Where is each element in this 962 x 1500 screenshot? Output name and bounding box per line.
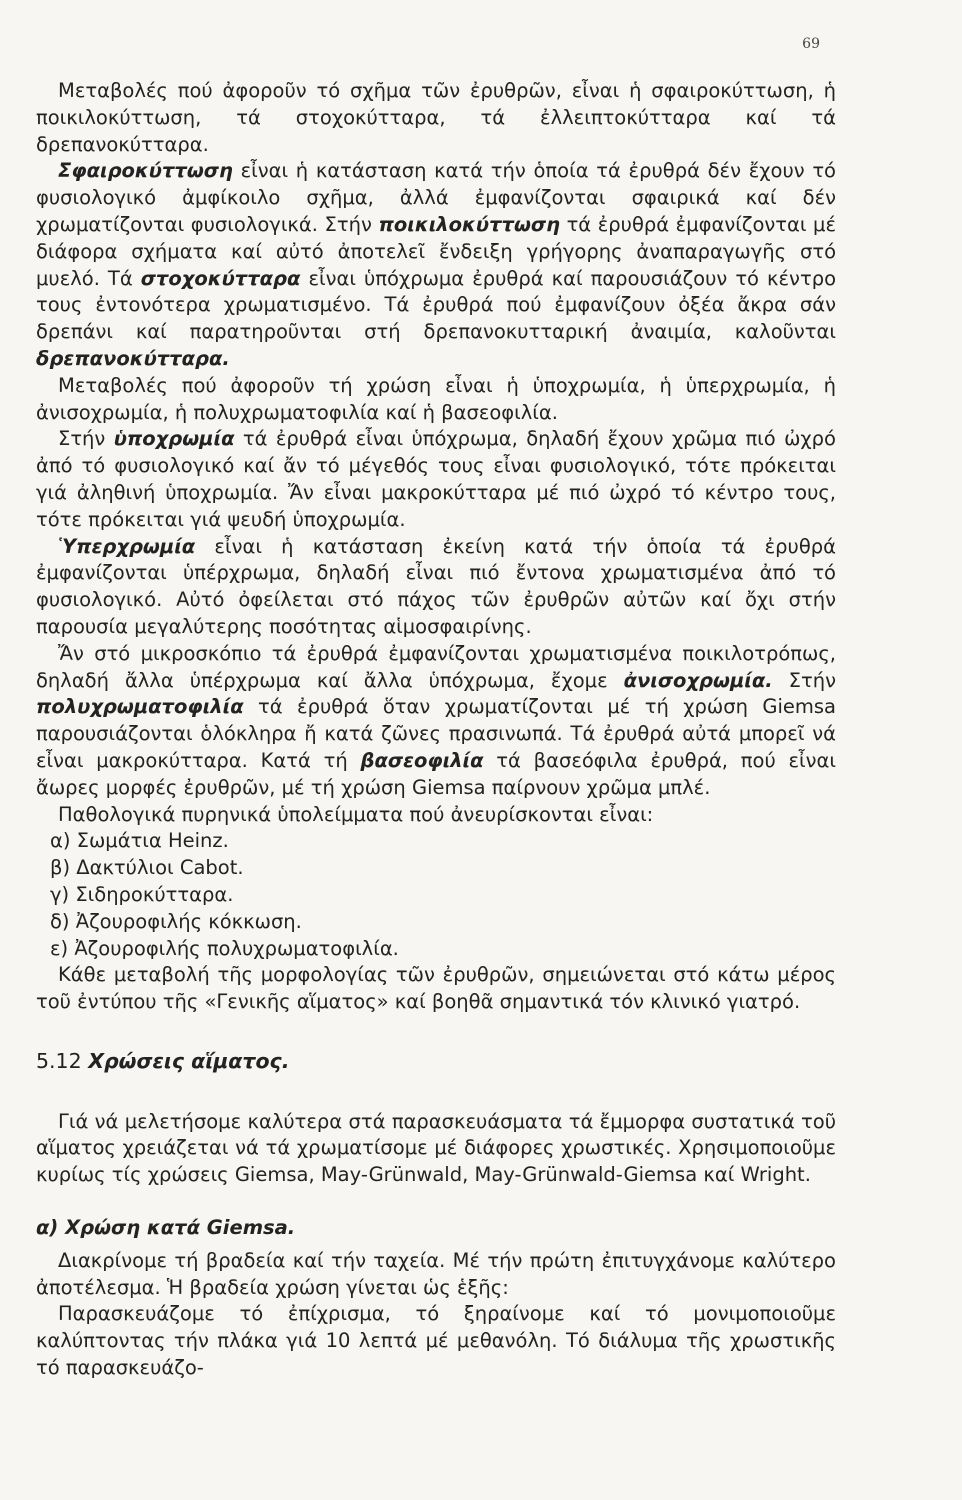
list-item: β) Δακτύλιοι Cabot.	[50, 856, 244, 880]
term-hypochromia: ὑποχρωμία	[113, 427, 235, 451]
list-item: ε) Ἀζουροφιλής πολυχρωματοφιλία.	[50, 936, 399, 960]
text-span: εἶναι ἡ κατάσταση κατά τήν ὁποία τά ἐρυθρά δέν ἔχουν τό φυσιολογικό ἀμφίκοιλο σχῆμα, ἀλλά ἐμφανίζονται σφαιρικά καί δέν χρωματίζονται φυσιολογικά. Στήν	[36, 159, 836, 236]
text-span: τά ἐρυθρά εἶναι ὑπόχρωμα, δηλαδή ἔχουν χρῶμα πιό ὠχρό ἀπό τό φυσιολογικό καί ἄν τό μέγεθός τους εἶναι φυσιολογικό, τότε πρόκειται γιά ἀληθινή ὑποχρωμία. Ἄν εἶναι μακροκύτταρα μέ πιό ὠχρό τό κέντρο τους, τότε πρόκειται γιά ψευδή ὑποχρωμία.	[36, 427, 836, 531]
term-hyperchromia: Ὑπερχρωμία	[58, 534, 196, 558]
term-sickle-cells: δρεπανοκύτταρα.	[36, 346, 230, 370]
subsection-title: α) Χρώση κατά Giemsa.	[36, 1216, 296, 1240]
page-number: 69	[802, 36, 820, 52]
paragraph-spherocytosis	[36, 158, 836, 372]
term-basophilia: βασεοφιλία	[360, 748, 484, 772]
paragraph-anisochromia	[36, 641, 836, 802]
paragraph-giemsa-types: Διακρίνομε τή βραδεία καί τήν ταχεία. Μέ τήν πρώτη ἐπιτυγχάνομε καλύτερο ἀποτέλεσμα. Ἡ βραδεία χρώση γίνεται ὡς ἑξῆς:	[36, 1248, 836, 1299]
list-item: δ) Ἀζουροφιλής κόκκωση.	[50, 909, 302, 933]
section-number: 5.12	[36, 1048, 82, 1073]
text-span: τά ἐρυθρά ὅταν χρωματίζονται μέ τή χρώση Giemsa παρουσιάζονται ὁλόκληρα ἤ κατά ζῶνες πρασινωπά. Τά ἐρυθρά αὐτά μπορεῖ νά εἶναι μακροκύτταρα. Κατά τή	[36, 695, 836, 772]
term-target-cells: στοχοκύτταρα	[140, 266, 301, 290]
list-item: α) Σωμάτια Heinz.	[50, 829, 229, 853]
section-title: Χρώσεις αἵματος.	[88, 1048, 290, 1073]
remnants-list	[36, 828, 836, 962]
subsection-heading	[36, 1215, 836, 1242]
section-heading	[36, 1048, 836, 1075]
term-anisochromia: ἀνισοχρωμία.	[623, 668, 773, 692]
paragraph-color-changes: Μεταβολές πού ἀφοροῦν τή χρώση εἶναι ἡ ὑποχρωμία, ἡ ὑπερχρωμία, ἡ ἀνισοχρωμία, ἡ πολυχρωματοφιλία καί ἡ βασεοφιλία.	[36, 373, 836, 424]
term-spherocytosis: Σφαιροκύττωση	[58, 159, 233, 183]
text-span: Στήν	[58, 427, 114, 451]
text-span: Ἄν στό μικροσκόπιο τά ἐρυθρά ἐμφανίζονται χρωματισμένα ποικιλοτρόπως, δηλαδή ἄλλα ὑπέρχρωμα καί ἄλλα ὑπόχρωμα, ἔχομε	[36, 641, 836, 692]
paragraph-nuclear-remnants: Παθολογικά πυρηνικά ὑπολείμματα πού ἀνευρίσκονται εἶναι:	[58, 802, 654, 826]
page-body	[36, 78, 836, 1382]
list-item: γ) Σιδηροκύτταρα.	[50, 882, 234, 906]
term-polychromatophilia: πολυχρωματοφιλία	[36, 695, 244, 719]
paragraph-shape-changes: Μεταβολές πού ἀφοροῦν τό σχῆμα τῶν ἐρυθρῶν, εἶναι ἡ σφαιροκύττωση, ἡ ποικιλοκύττωση, τά στοχοκύτταρα, τά ἐλλειπτοκύτταρα καί τά δρεπανοκύτταρα.	[36, 79, 836, 156]
term-poikilocytosis: ποικιλοκύττωση	[378, 212, 560, 236]
paragraph-form-note: Κάθε μεταβολή τῆς μορφολογίας τῶν ἐρυθρῶν, σημειώνεται στό κάτω μέρος τοῦ ἐντύπου τῆς «Γενικῆς αἵματος» καί βοηθᾶ σημαντικά τόν κλινικό γιατρό.	[36, 963, 836, 1014]
text-span: τά ἐρυθρά ἐμφανίζονται μέ διάφορα σχήματα καί αὐτό ἀποτελεῖ ἔνδειξη γρήγορης ἀναπαραγωγῆς στό μυελό. Τά	[36, 212, 836, 290]
paragraph-giemsa-procedure: Παρασκευάζομε τό ἐπίχρισμα, τό ξηραίνομε καί τό μονιμοποιοῦμε καλύπτοντας τήν πλάκα γιά 10 λεπτά μέ μεθανόλη. Τό διάλυμα τῆς χρωστικῆς τό παρασκευάζο-	[36, 1302, 836, 1380]
text-span: Στήν	[772, 668, 836, 692]
paragraph-stains-intro: Γιά νά μελετήσομε καλύτερα στά παρασκευάσματα τά ἔμμορφα συστατικά τοῦ αἵματος χρειάζεται νά τά χρωματίσομε μέ διάφορες χρωστικές. Χρησιμοποιοῦμε κυρίως τίς χρώσεις Giemsa, May-Grünwald, May-Grünwald-Giemsa καί Wright.	[36, 1109, 836, 1187]
paragraph-hyperchromia	[36, 534, 836, 641]
paragraph-hypochromia	[36, 426, 836, 533]
text-span: εἶναι ὑπόχρωμα ἐρυθρά καί παρουσιάζουν τό κέντρο τους ἐντονότερα χρωματισμένο. Τά ἐρυθρά πού ἐμφανίζουν ὀξέα ἄκρα σάν δρεπάνι καί παρατηροῦνται στή δρεπανοκυτταρική ἀναιμία, καλοῦνται	[36, 266, 836, 344]
text-span: τά βασεόφιλα ἐρυθρά, πού εἶναι ἄωρες μορφές ἐρυθρῶν, μέ τή χρώση Giemsa παίρνουν χρῶμα μπλέ.	[36, 748, 837, 799]
text-span: εἶναι ἡ κατάσταση ἐκείνη κατά τήν ὁποία τά ἐρυθρά ἐμφανίζονται ὑπέρχρωμα, δηλαδή εἶναι πιό ἔντονα χρωματισμένα ἀπό τό φυσιολογικό. Αὐτό ὀφείλεται στό πάχος τῶν ἐρυθρῶν αὐτῶν καί ὄχι στήν παρουσία μεγαλύτερης ποσότητας αἱμοσφαιρίνης.	[36, 534, 836, 638]
